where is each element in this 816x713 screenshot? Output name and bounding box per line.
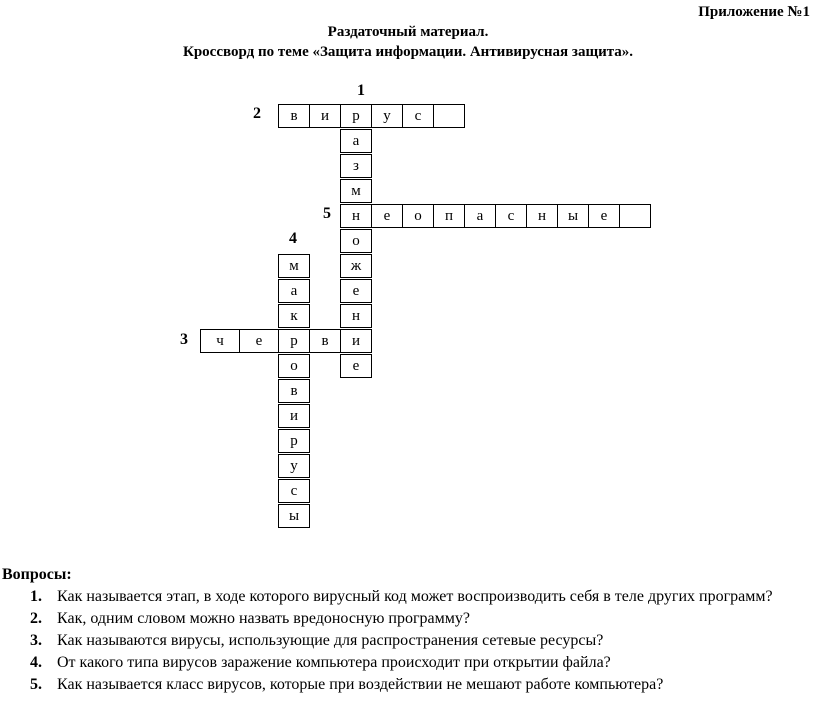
crossword-cell: а: [340, 129, 372, 153]
crossword-cell: с: [495, 204, 527, 228]
crossword-cell: с: [402, 104, 434, 128]
clue-number-2: 2: [253, 105, 261, 122]
handout-title: Раздаточный материал.: [327, 24, 489, 40]
questions-list: [0, 586, 812, 696]
crossword-cell: и: [278, 404, 310, 428]
crossword-cell: в: [309, 329, 341, 353]
list-item: 1. Как называется этап, в ходе которого вирусный код может воспроизводить себя в теле других программ?: [30, 588, 773, 605]
crossword-cell: у: [278, 454, 310, 478]
crossword-cell: е: [340, 279, 372, 303]
crossword-cell: н: [526, 204, 558, 228]
crossword-cell: р: [278, 329, 310, 353]
crossword-cell: а: [464, 204, 496, 228]
crossword-cell: н: [340, 304, 372, 328]
crossword-cell: с: [278, 479, 310, 503]
crossword-cell: у: [371, 104, 403, 128]
crossword-cell: [619, 204, 651, 228]
crossword-cell: к: [278, 304, 310, 328]
crossword-cell: р: [340, 104, 372, 128]
list-item: 4. От какого типа вирусов заражение компьютера происходит при открытии файла?: [30, 654, 611, 671]
crossword-cell: о: [402, 204, 434, 228]
crossword-cell: а: [278, 279, 310, 303]
crossword-cell: ы: [278, 504, 310, 528]
clue-number-3: 3: [180, 331, 188, 348]
crossword-cell: н: [340, 204, 372, 228]
list-item: 2. Как, одним словом можно назвать вредоносную программу?: [30, 610, 471, 627]
crossword-cell: е: [588, 204, 620, 228]
crossword-cell: и: [309, 104, 341, 128]
crossword-cell: и: [340, 329, 372, 353]
crossword-cell: з: [340, 154, 372, 178]
crossword-cell: в: [278, 104, 310, 128]
crossword-title: Кроссворд по теме «Защита информации. Антивирусная защита».: [182, 44, 634, 60]
crossword-cell: ж: [340, 254, 372, 278]
crossword-cell: о: [340, 229, 372, 253]
appendix-label: Приложение №1: [698, 4, 810, 20]
list-item: 5. Как называется класс вирусов, которые при воздействии не мешают работе компьютера?: [30, 676, 664, 693]
list-item: 3. Как называются вирусы, использующие для распространения сетевые ресурсы?: [30, 632, 604, 649]
crossword-cell: е: [340, 354, 372, 378]
crossword-cell: е: [239, 329, 279, 353]
clue-number-5: 5: [323, 205, 331, 222]
crossword-cell: ы: [557, 204, 589, 228]
crossword-cell: о: [278, 354, 310, 378]
crossword-cell: м: [278, 254, 310, 278]
crossword-cell: м: [340, 179, 372, 203]
crossword-cell: ч: [200, 329, 240, 353]
clue-number-1: 1: [357, 82, 365, 99]
crossword-cell: в: [278, 379, 310, 403]
questions-heading: Вопросы:: [2, 566, 72, 583]
clue-number-4: 4: [289, 230, 297, 247]
crossword-cell: п: [433, 204, 465, 228]
crossword-cell: е: [371, 204, 403, 228]
crossword-cell: [433, 104, 465, 128]
crossword-cell: р: [278, 429, 310, 453]
